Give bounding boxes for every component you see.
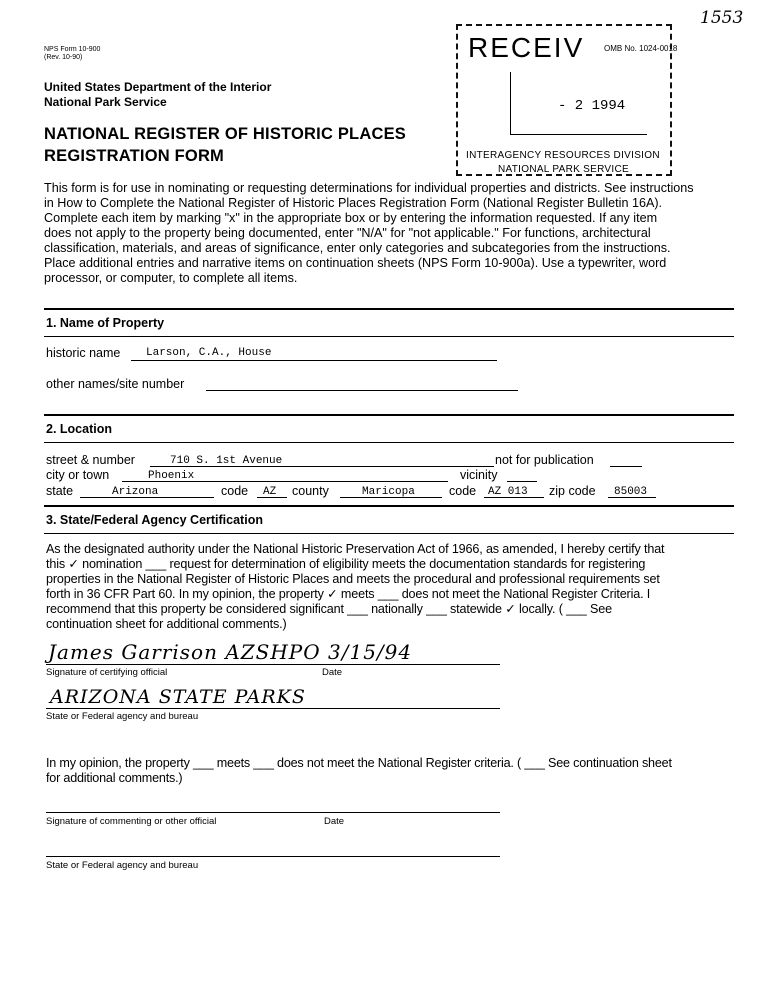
intro-line: Place additional entries and narrative items on continuation sheets (NPS Form 10-900a). Use a typewriter, word	[44, 256, 667, 270]
intro-line: Complete each item by marking "x" in the appropriate box or by entering the information requested. If any item	[44, 211, 658, 225]
form-title: NATIONAL REGISTER OF HISTORIC PLACES	[44, 125, 406, 143]
cert-line: As the designated authority under the National Historic Preservation Act of 1966, as amended, I hereby certify that	[46, 542, 665, 556]
county-code-label: code	[449, 484, 477, 498]
city-label: city or town	[46, 468, 110, 482]
opinion-paragraph	[46, 756, 746, 786]
received-stamp	[456, 24, 672, 176]
county-value: Maricopa	[362, 486, 415, 498]
cert-line: recommend that this property be considered significant ___ nationally ___ statewide ✓ locally. ( ___ See	[46, 602, 612, 616]
state-value: Arizona	[112, 486, 159, 498]
street-label: street & number	[46, 453, 135, 467]
zip-value: 85003	[614, 486, 648, 498]
section-divider	[44, 442, 734, 443]
section-3-heading: 3. State/Federal Agency Certification	[46, 513, 263, 527]
form-subtitle: REGISTRATION FORM	[44, 147, 225, 165]
state-label: state	[46, 484, 74, 498]
signature-line[interactable]	[46, 664, 500, 665]
vicinity-field[interactable]	[507, 481, 537, 482]
comment-signature-line[interactable]	[46, 812, 500, 813]
not-for-publication-label: not for publication	[495, 453, 594, 467]
other-names-label: other names/site number	[46, 377, 185, 391]
corner-note: 1553	[700, 8, 744, 28]
intro-line: classification, materials, and areas of significance, enter only categories and subcategories from the instructions.	[44, 241, 671, 255]
agency-service: National Park Service	[44, 95, 167, 109]
opinion-line: for additional comments.)	[46, 771, 183, 785]
county-code-value: AZ 013	[488, 486, 528, 498]
state-code-label: code	[221, 484, 249, 498]
other-names-field[interactable]	[206, 390, 518, 391]
historic-name-value: Larson, C.A., House	[146, 347, 272, 359]
comment-agency-line[interactable]	[46, 856, 500, 857]
agency-label: State or Federal agency and bureau	[46, 711, 199, 722]
omb-number: OMB No. 1024-0018	[604, 44, 678, 53]
not-for-publication-field[interactable]	[610, 466, 642, 467]
cert-line: forth in 36 CFR Part 60. In my opinion, the property ✓ meets ___ does not meet the National Register Criteria. I	[46, 587, 651, 601]
stamp-service: NATIONAL PARK SERVICE	[498, 164, 629, 175]
date-label: Date	[322, 667, 343, 678]
zip-label: zip code	[549, 484, 596, 498]
comment-agency-label: State or Federal agency and bureau	[46, 860, 199, 871]
comment-date-label: Date	[324, 816, 345, 827]
intro-line: in How to Complete the National Register of Historic Places Registration Form (National Register Bulletin 16A).	[44, 196, 663, 210]
county-label: county	[292, 484, 329, 498]
street-value: 710 S. 1st Avenue	[170, 455, 283, 467]
intro-line: processor, or computer, to complete all items.	[44, 271, 298, 285]
form-revision: (Rev. 10-90)	[44, 54, 83, 61]
historic-name-field[interactable]	[131, 360, 497, 361]
section-divider	[44, 308, 734, 310]
section-divider	[44, 505, 734, 507]
vicinity-label: vicinity	[460, 468, 498, 482]
certification-paragraph	[46, 542, 746, 632]
intro-line: does not apply to the property being documented, enter "N/A" for "not applicable." For functions, architectural	[44, 226, 651, 240]
intro-line: This form is for use in nominating or requesting determinations for individual properties and districts. See instructions	[44, 181, 694, 195]
opinion-line: In my opinion, the property ___ meets ___ does not meet the National Register criteria. ( ___ See continuation sheet	[46, 756, 672, 770]
section-divider	[44, 336, 734, 337]
cert-line: properties in the National Register of Historic Places and meets the procedural and professional requirements set	[46, 572, 660, 586]
stamp-division: INTERAGENCY RESOURCES DIVISION	[466, 150, 660, 161]
signature-label: Signature of certifying official	[46, 667, 168, 678]
city-value: Phoenix	[148, 470, 195, 482]
agency-line[interactable]	[46, 708, 500, 709]
state-code-value: AZ	[263, 486, 277, 498]
section-1-heading: 1. Name of Property	[46, 316, 165, 330]
section-2-heading: 2. Location	[46, 422, 112, 436]
agency-handwriting: ARIZONA STATE PARKS	[50, 686, 306, 708]
section-divider	[44, 414, 734, 416]
stamp-received: RECEIV	[468, 32, 585, 63]
cert-line: this ✓ nomination ___ request for determination of eligibility meets the documentation standards for registering	[46, 557, 646, 571]
certifying-signature: James Garrison AZSHPO 3/15/94	[48, 640, 413, 664]
agency-department: United States Department of the Interior	[44, 80, 272, 94]
historic-name-label: historic name	[46, 346, 121, 360]
cert-line: continuation sheet for additional comments.)	[46, 617, 287, 631]
stamp-date: - 2 1994	[558, 98, 626, 114]
intro-paragraph	[44, 181, 744, 286]
section-divider	[44, 533, 734, 534]
form-number: NPS Form 10-900	[44, 46, 101, 53]
comment-signature-label: Signature of commenting or other official	[46, 816, 217, 827]
